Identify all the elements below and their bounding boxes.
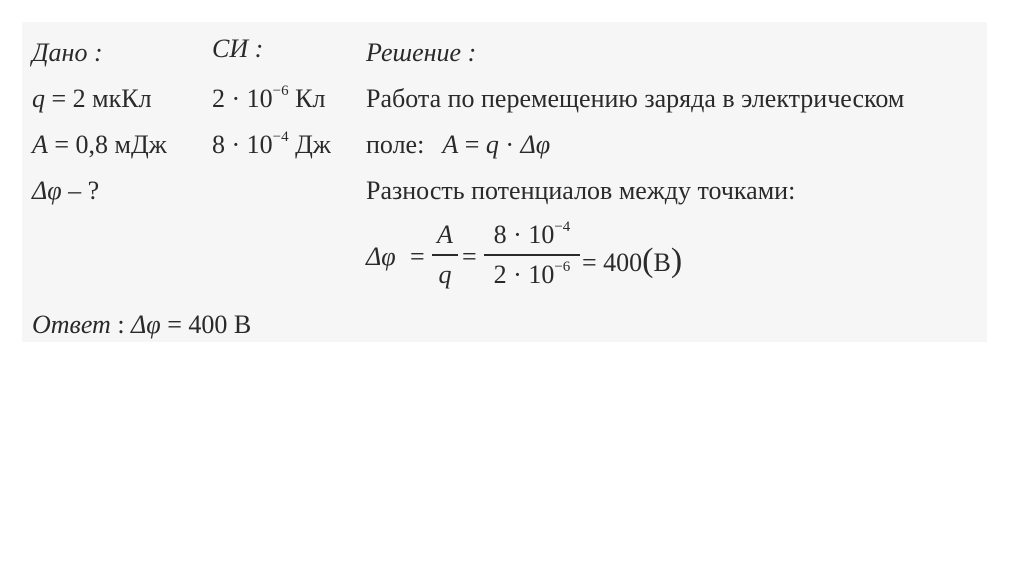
fraction-a-over-q (432, 222, 458, 288)
formula-dot: · (498, 130, 521, 159)
solution-line1: Работа по перемещению заряда в электрическом (366, 84, 905, 113)
frac2-num-exp: −4 (554, 219, 571, 235)
si-a-mantissa: 8 · 10 (212, 130, 273, 159)
frac2-den-mantissa: 2 · 10 (493, 260, 555, 289)
given-q-var: q (32, 84, 45, 113)
given-a-value: = 0,8 мДж (47, 130, 167, 159)
solution-heading: Решение : (366, 38, 477, 67)
si-q-mantissa: 2 · 10 (212, 84, 273, 113)
eq-sign-1: = (410, 242, 425, 271)
given-q (32, 86, 152, 112)
given-find-var: Δφ (32, 176, 62, 205)
frac2-numerator (484, 219, 580, 249)
si-q-exp: −6 (272, 83, 289, 99)
frac2-denominator (484, 259, 580, 289)
formula-dphi: Δφ (520, 130, 551, 159)
fraction-values (484, 219, 580, 289)
eq-result (582, 244, 682, 278)
given-find (32, 178, 99, 204)
si-a (212, 129, 331, 159)
si-a-exp: −4 (272, 129, 289, 145)
eq-result-value: = 400 (582, 248, 643, 277)
formula-eq: = (458, 130, 486, 159)
answer-dphi: Δφ (131, 310, 161, 339)
frac1-bar (432, 254, 458, 256)
given-find-suffix: – ? (61, 176, 100, 205)
formula-q: q (485, 130, 499, 159)
solution-line3: Разность потенциалов между точками: (366, 176, 796, 205)
eq-lhs: Δφ (366, 242, 396, 271)
frac1-denominator: q (438, 260, 452, 289)
si-q-unit: Кл (288, 84, 326, 113)
paren-close: ) (670, 242, 683, 279)
solution-line2-text: поле: (366, 130, 425, 159)
answer-value: = 400 В (160, 310, 252, 339)
result-unit: В (653, 248, 671, 277)
answer-label: Ответ (32, 310, 111, 339)
answer-colon: : (110, 310, 132, 339)
answer-line (32, 312, 251, 338)
frac2-bar (484, 254, 580, 256)
frac2-den-exp: −6 (554, 259, 571, 275)
eq-sign-2: = (462, 242, 477, 271)
si-a-unit: Дж (288, 130, 331, 159)
si-heading: СИ : (212, 34, 264, 63)
given-a-var: A (32, 130, 48, 159)
si-q (212, 83, 326, 113)
frac1-numerator: A (437, 220, 453, 249)
given-heading: Дано : (32, 38, 103, 67)
solution-line2 (366, 132, 550, 158)
frac2-num-mantissa: 8 · 10 (493, 220, 555, 249)
given-a (32, 132, 167, 158)
given-q-value: = 2 мкКл (45, 84, 152, 113)
formula-a: A (442, 130, 459, 159)
paren-open: ( (642, 242, 654, 279)
